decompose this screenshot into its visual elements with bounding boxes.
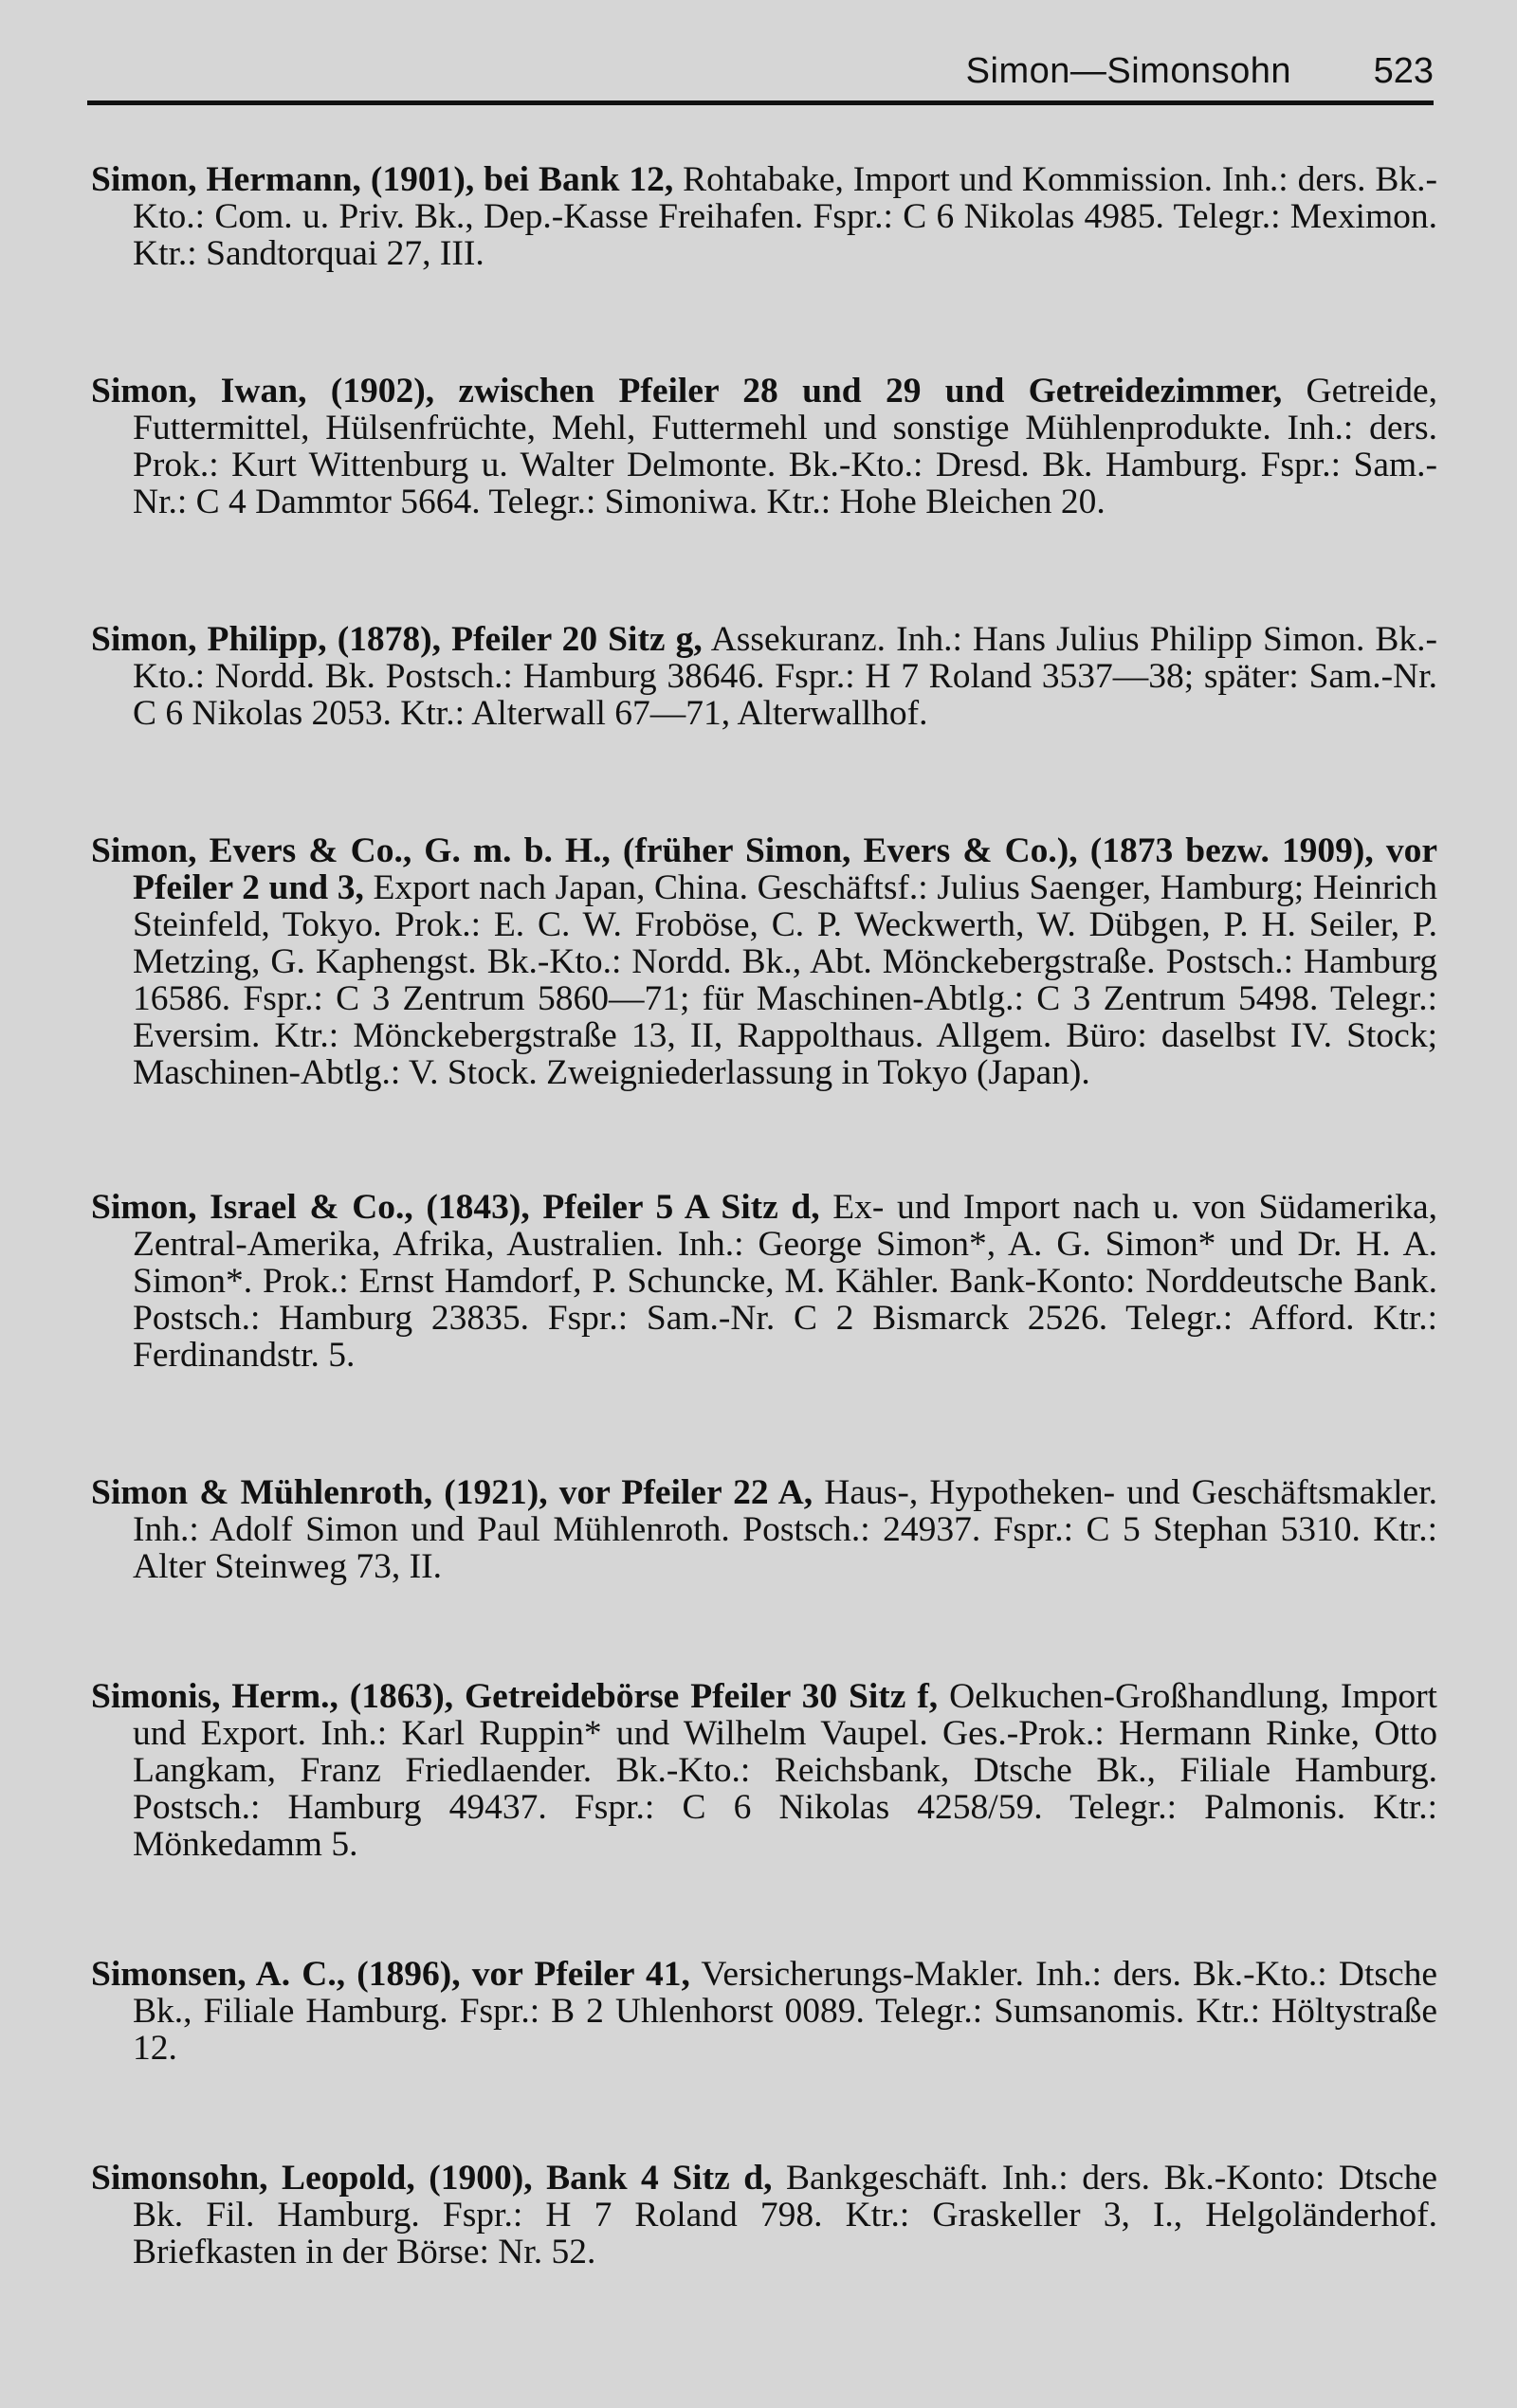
entry-text: Haus-, Hypotheken- und Geschäftsmakler. Inh.: Adolf Simon und Paul Mühlenroth. Postsch.: 24937. Fspr.: C 5 Stephan 5310. Ktr.: Alter Steinweg 73, II. xyxy=(133,1473,1437,1586)
page-number: 523 xyxy=(1373,51,1434,91)
entry-text: Ex- und Import nach u. von Südamerika, Zentral-Amerika, Afrika, Australien. Inh.: George Simon*, A. G. Simon* und Dr. H. A. Simon*. Prok.: Ernst Hamdorf, P. Schuncke, M. Kähler. Bank-Konto: Norddeutsche Bank. Postsch.: Hamburg 23835. Fspr.: Sam.-Nr. C 2 Bismarck 2526. Telegr.: Afford. Ktr.: Ferdinandstr. 5. xyxy=(133,1188,1437,1375)
entry-lead: Simon, Iwan, (1902), zwischen Pfeiler 28 und 29 und Getreidezimmer, xyxy=(91,372,1283,410)
entry-lead: Simon & Mühlenroth, (1921), vor Pfeiler 22 A, xyxy=(91,1473,813,1512)
entry-lead: Simon, Philipp, (1878), Pfeiler 20 Sitz g, xyxy=(91,620,703,659)
header-rule xyxy=(87,100,1434,105)
entry-lead: Simonsohn, Leopold, (1900), Bank 4 Sitz d, xyxy=(91,2159,773,2198)
entry-lead: Simon, Israel & Co., (1843), Pfeiler 5 A Sitz d, xyxy=(91,1188,820,1227)
entry-simonsohn-leopold xyxy=(91,2160,1437,2271)
entry-text: Getreide, Futtermittel, Hülsenfrüchte, Mehl, Futtermehl und sonstige Mühlenprodukte. Inh.: ders. Prok.: Kurt Wittenburg u. Walter Delmonte. Bk.-Kto.: Dresd. Bk. Hamburg. Fspr.: Sam.-Nr.: C 4 Dammtor 5664. Telegr.: Simoniwa. Ktr.: Hohe Bleichen 20. xyxy=(133,372,1437,521)
entry-lead: Simon, Evers & Co., G. m. b. H., (früher Simon, Evers & Co.), (1873 bezw. 1909), vor Pfeiler 2 und 3, xyxy=(91,831,1437,907)
entry-lead: Simonsen, A. C., (1896), vor Pfeiler 41, xyxy=(91,1955,690,1994)
entry-simon-evers xyxy=(91,832,1437,1091)
page-header xyxy=(87,38,1434,106)
entry-simonsen-ac xyxy=(91,1956,1437,2067)
entry-text: Bankgeschäft. Inh.: ders. Bk.-Konto: Dtsche Bk. Fil. Hamburg. Fspr.: H 7 Roland 798. Ktr.: Graskeller 3, I., Helgoländerhof. Briefkasten in der Börse: Nr. 52. xyxy=(133,2159,1437,2271)
entry-simon-muehlenroth xyxy=(91,1474,1437,1585)
entry-simon-hermann xyxy=(91,161,1437,272)
entry-simon-israel xyxy=(91,1189,1437,1374)
entry-simon-philipp xyxy=(91,621,1437,732)
entry-lead: Simonis, Herm., (1863), Getreidebörse Pfeiler 30 Sitz f, xyxy=(91,1677,939,1716)
entry-simonis-herm xyxy=(91,1678,1437,1863)
entry-text: Oelkuchen-Großhandlung, Import und Export. Inh.: Karl Ruppin* und Wilhelm Vaupel. Ges.-Prok.: Hermann Rinke, Otto Langkam, Franz Friedlaender. Bk.-Kto.: Reichsbank, Dtsche Bk., Filiale Hamburg. Postsch.: Hamburg 49437. Fspr.: C 6 Nikolas 4258/59. Telegr.: Palmonis. Ktr.: Mönkedamm 5. xyxy=(133,1677,1437,1864)
entry-lead: Simon, Hermann, (1901), bei Bank 12, xyxy=(91,160,674,199)
entry-text: Export nach Japan, China. Geschäftsf.: Julius Saenger, Hamburg; Heinrich Steinfeld, Tokyo. Prok.: E. C. W. Froböse, C. P. Weckwerth, W. Dübgen, P. H. Seiler, P. Metzing, G. Kaphengst. Bk.-Kto.: Nordd. Bk., Abt. Mönckebergstraße. Postsch.: Hamburg 16586. Fspr.: C 3 Zentrum 5860—71; für Maschinen-Abtlg.: C 3 Zentrum 5498. Telegr.: Eversim. Ktr.: Mönckebergstraße 13, II, Rappolthaus. Allgem. Büro: daselbst IV. Stock; Maschinen-Abtlg.: V. Stock. Zweigniederlassung in Tokyo (Japan). xyxy=(133,868,1437,1092)
entries-list xyxy=(91,161,1437,2271)
entry-simon-iwan xyxy=(91,373,1437,520)
entry-text: Versicherungs-Makler. Inh.: ders. Bk.-Kto.: Dtsche Bk., Filiale Hamburg. Fspr.: B 2 Uhlenhorst 0089. Telegr.: Sumsanomis. Ktr.: Höltystraße 12. xyxy=(133,1955,1438,2068)
entry-text: Rohtabake, Import und Kommission. Inh.: ders. Bk.-Kto.: Com. u. Priv. Bk., Dep.-Kasse Freihafen. Fspr.: C 6 Nikolas 4985. Telegr.: Meximon. Ktr.: Sandtorquai 27, III. xyxy=(133,160,1437,273)
entry-text: Assekuranz. Inh.: Hans Julius Philipp Simon. Bk.-Kto.: Nordd. Bk. Postsch.: Hamburg 38646. Fspr.: H 7 Roland 3537—38; später: Sam.-Nr. C 6 Nikolas 2053. Ktr.: Alterwall 67—71, Alterwallhof. xyxy=(133,620,1437,733)
running-head: Simon—Simonsohn xyxy=(965,51,1291,91)
